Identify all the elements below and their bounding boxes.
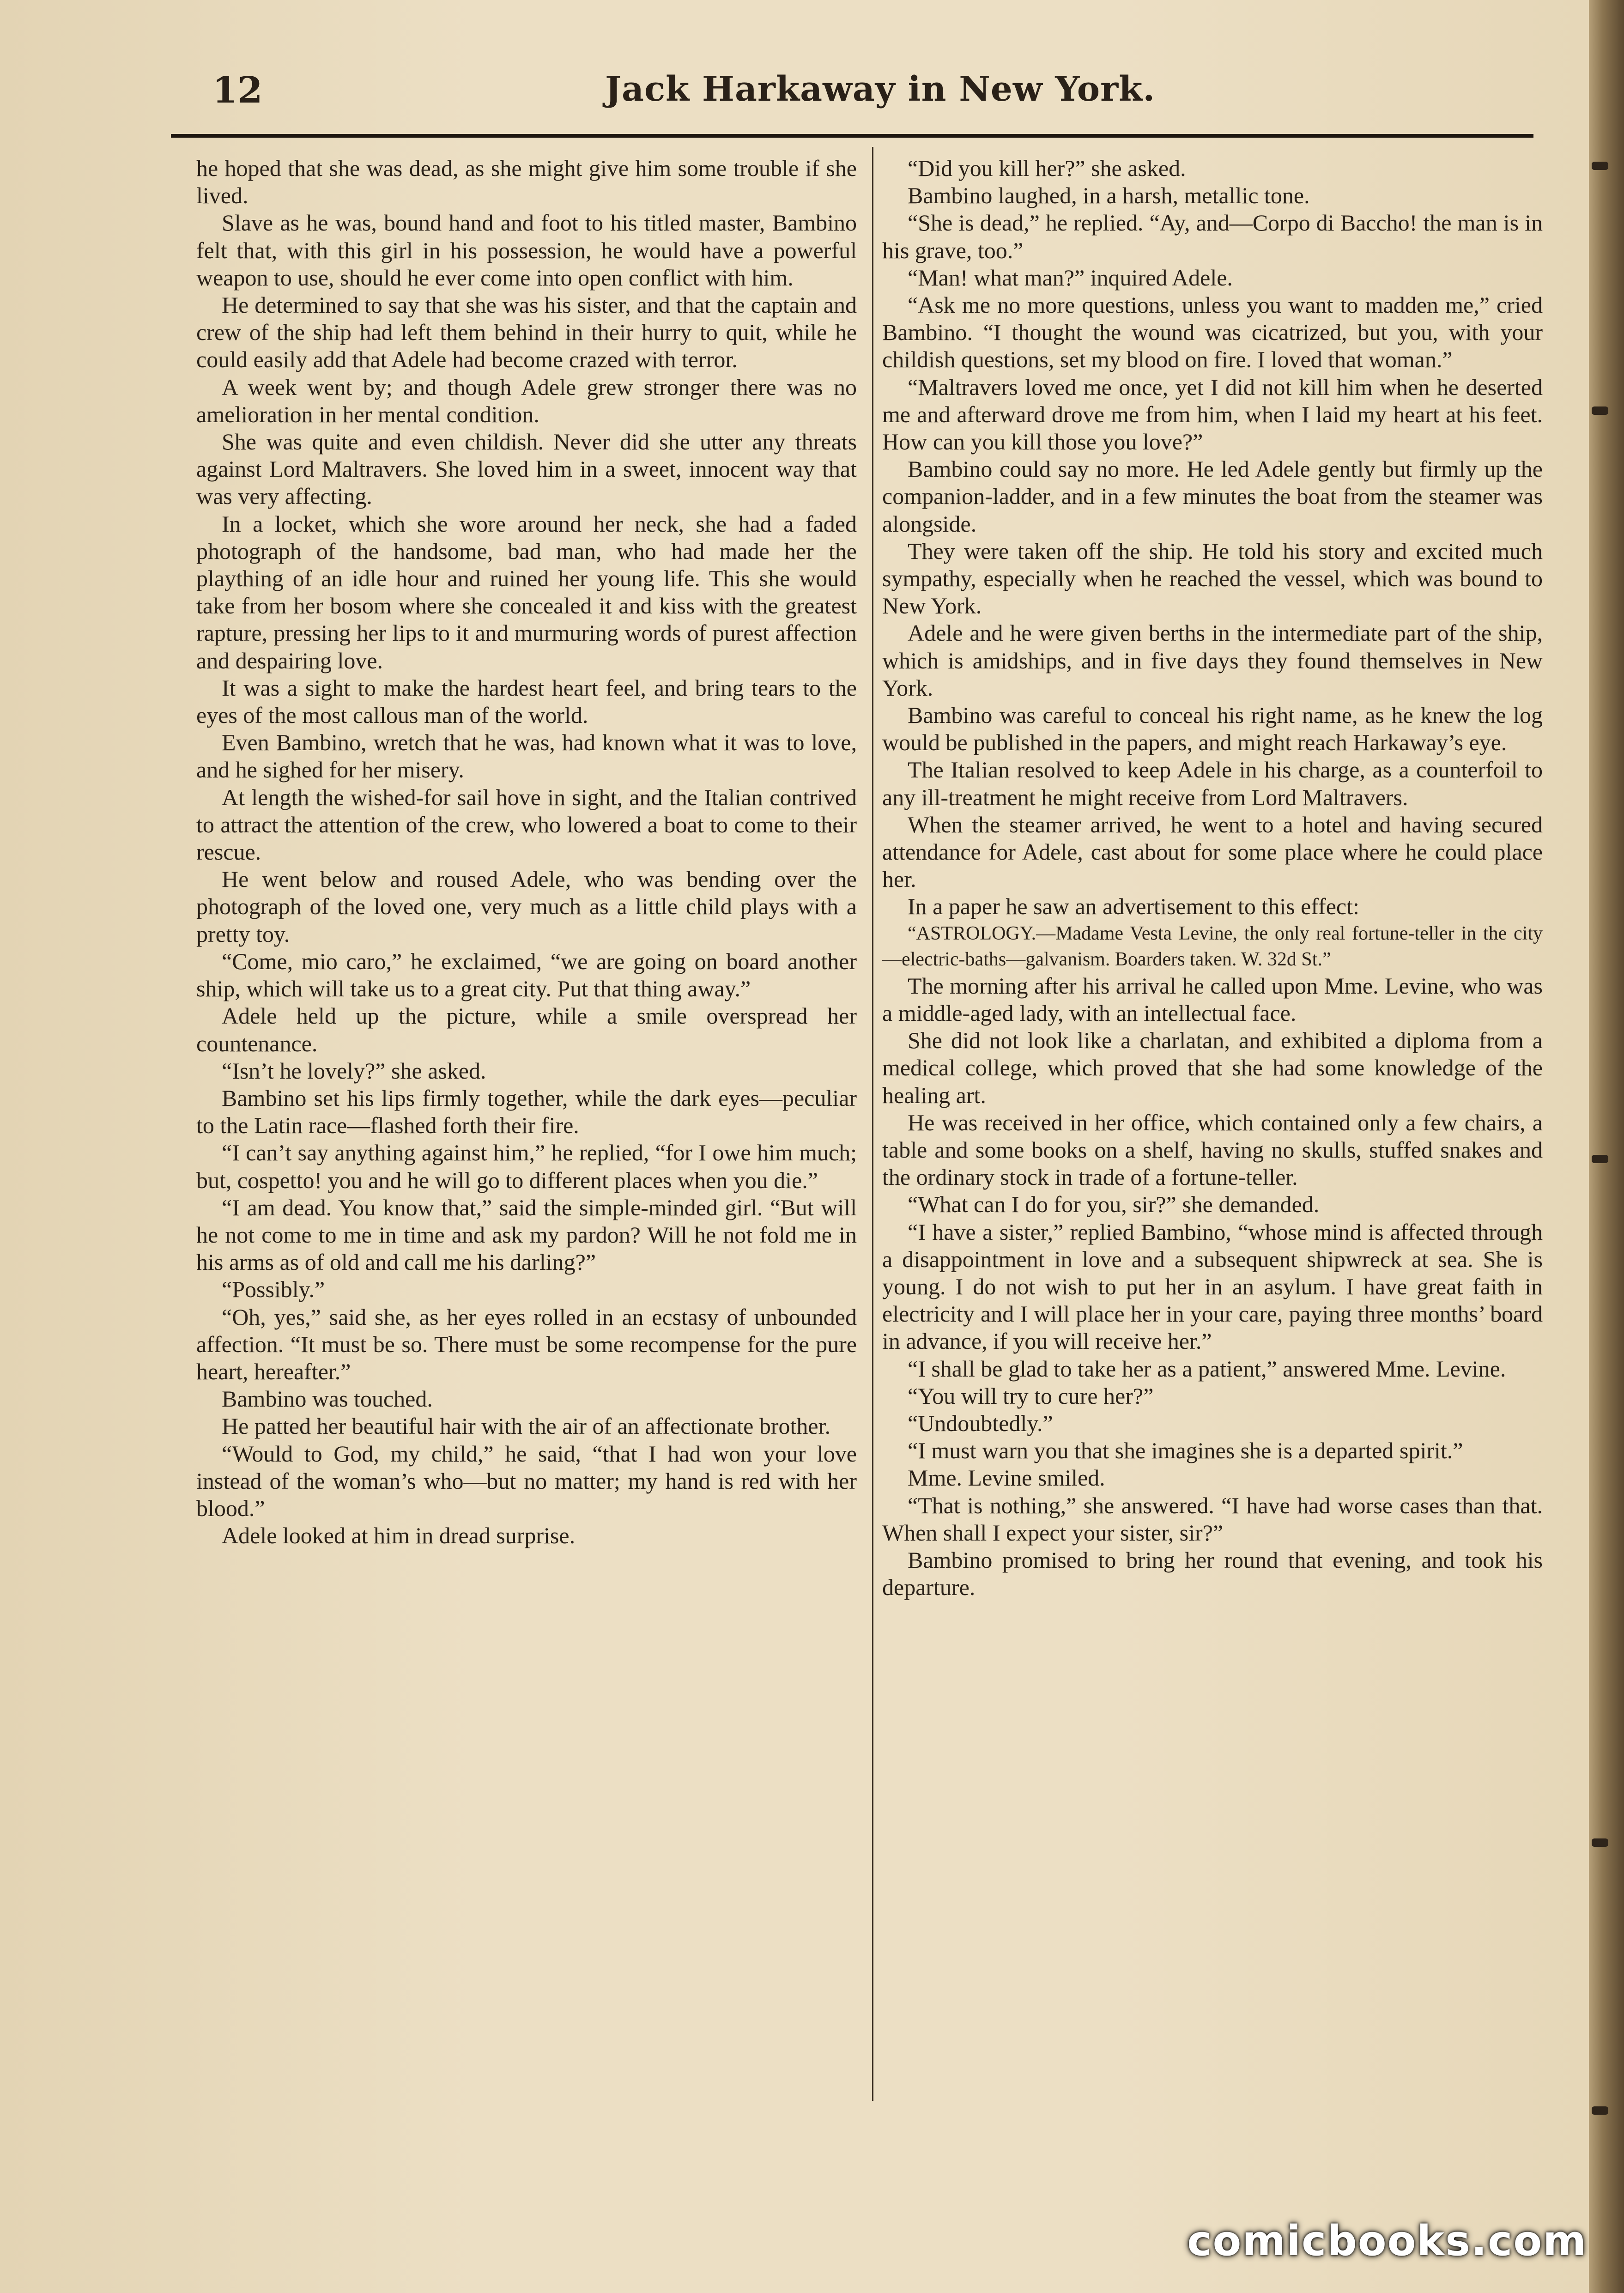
paragraph: “You will try to cure her?” (908, 1383, 1154, 1409)
binding-staple (1592, 162, 1608, 170)
paragraph: He patted her beautiful hair with the air of an affectionate brother. (222, 1413, 830, 1439)
paragraph: Mme. Levine smiled. (908, 1465, 1105, 1491)
paragraph: She did not look like a charlatan, and exhibited a diploma from a medical college, which proved that she had some knowledge of the healing art. (882, 1027, 1543, 1108)
paragraph: Bambino could say no more. He led Adele gently but firmly up the companion-ladder, and in a few minutes the boat from the steamer was alongside. (882, 456, 1543, 537)
paragraph: Bambino set his lips firmly together, while the dark eyes—peculiar to the Latin race—flashed forth their fire. (196, 1085, 857, 1139)
paragraph: He went below and roused Adele, who was bending over the photograph of the loved one, very much as a little child plays with a pretty toy. (196, 866, 857, 947)
paragraph: he hoped that she was dead, as she might give him some trouble if she lived. (196, 155, 857, 209)
paragraph: They were taken off the ship. He told his story and excited much sympathy, especially when he reached the vessel, which was bound to New York. (882, 538, 1543, 619)
page-number: 12 (212, 69, 263, 111)
binding-staple (1592, 1155, 1608, 1163)
paragraph: A week went by; and though Adele grew stronger there was no amelioration in her mental condition. (196, 374, 857, 427)
paragraph: “Man! what man?” inquired Adele. (908, 264, 1233, 291)
binding-staple (1592, 1838, 1608, 1847)
paragraph: He was received in her office, which contained only a few chairs, a table and some books on a shelf, having no skulls, stuffed snakes and the ordinary stock in trade of a fortune-teller. (882, 1109, 1543, 1190)
paragraph: He determined to say that she was his sister, and that the captain and crew of the ship had left them behind in their hurry to quit, while he could easily add that Adele had become crazed with terror. (196, 292, 857, 373)
paragraph: “Did you kill her?” she asked. (908, 155, 1186, 181)
page-header (176, 69, 1543, 125)
paragraph: “She is dead,” he replied. “Ay, and—Corpo di Baccho! the man is in his grave, too.” (882, 210, 1543, 263)
paragraph: “Possibly.” (222, 1276, 325, 1303)
paragraph: “Oh, yes,” said she, as her eyes rolled in an ecstasy of unbounded affection. “It must be so. There must be some recompense for the pure heart, hereafter.” (196, 1304, 857, 1384)
paragraph: “What can I do for you, sir?” she demanded. (908, 1191, 1320, 1218)
paragraph: Bambino laughed, in a harsh, metallic tone. (908, 182, 1310, 209)
paragraph: At length the wished-for sail hove in sight, and the Italian contrived to attract the attention of the crew, who lowered a boat to come to their rescue. (196, 784, 857, 865)
paragraph: Bambino was careful to conceal his right name, as he knew the log would be published in the papers, and might reach Harkaway’s eye. (882, 702, 1543, 756)
header-rule (171, 134, 1533, 138)
paragraph: “I must warn you that she imagines she is a departed spirit.” (908, 1438, 1463, 1464)
paragraph: “ASTROLOGY.—Madame Vesta Levine, the only real fortune-teller in the city—electric-baths—galvanism. Boarders taken. W. 32d St.” (882, 922, 1543, 970)
paragraph: “I have a sister,” replied Bambino, “whose mind is affected through a disappointment in love and a subsequent shipwreck at sea. She is young. I do not wish to put her in an asylum. I have great faith in electricity and I will place her in your care, paying three months’ board in advance, if you will receive her.” (882, 1219, 1543, 1354)
paragraph: It was a sight to make the hardest heart feel, and bring tears to the eyes of the most callous man of the world. (196, 674, 857, 728)
paragraph: “I can’t say anything against him,” he replied, “for I owe him much; but, cospetto! you and he will go to different places when you die.” (196, 1140, 857, 1193)
paragraph: Slave as he was, bound hand and foot to his titled master, Bambino felt that, with this girl in his possession, he would have a powerful weapon to use, should he ever come into open conflict with him. (196, 210, 857, 291)
paragraph: “I am dead. You know that,” said the simple-minded girl. “But will he not come to me in time and ask my pardon? Will he not fold me in his arms as of old and call me his darling?” (196, 1194, 857, 1275)
left-text-column (196, 155, 857, 1549)
right-text-column (882, 155, 1543, 1601)
paragraph: “That is nothing,” she answered. “I have had worse cases than that. When shall I expect your sister, sir?” (882, 1492, 1543, 1546)
column-divider (872, 147, 873, 2101)
paragraph: “Ask me no more questions, unless you want to madden me,” cried Bambino. “I thought the wound was cicatrized, but you, with your childish questions, set my blood on fire. I loved that woman.” (882, 292, 1543, 373)
paragraph: Bambino was touched. (222, 1386, 433, 1412)
paragraph: “Would to God, my child,” he said, “that I had won your love instead of the woman’s who—but no matter; my hand is red with her blood.” (196, 1440, 857, 1521)
paragraph: In a locket, which she wore around her neck, she had a faded photograph of the handsome, bad man, who had made her the plaything of an idle hour and ruined her young life. This she would take from her bosom where she concealed it and kiss with the greatest rapture, pressing her lips to it and murmuring words of purest affection and despairing love. (196, 510, 857, 673)
paragraph: Adele and he were given berths in the intermediate part of the ship, which is amidships, and in five days they found themselves in New York. (882, 620, 1543, 701)
paragraph: The Italian resolved to keep Adele in his charge, as a counterfoil to any ill-treatment he might receive from Lord Maltravers. (882, 757, 1543, 810)
paragraph: Adele looked at him in dread surprise. (222, 1523, 576, 1549)
paragraph: She was quite and even childish. Never did she utter any threats against Lord Maltravers. She loved him in a sweet, innocent way that was very affecting. (196, 429, 857, 510)
paragraph: “Maltravers loved me once, yet I did not kill him when he deserted me and afterward drove me from him, when I laid my heart at his feet. How can you kill those you love?” (882, 374, 1543, 455)
binding-staple (1592, 406, 1608, 415)
paragraph: “Isn’t he lovely?” she asked. (222, 1057, 486, 1084)
paragraph: Adele held up the picture, while a smile overspread her countenance. (196, 1003, 857, 1056)
paragraph: When the steamer arrived, he went to a hotel and having secured attendance for Adele, cast about for some place where he could place her. (882, 811, 1543, 892)
paragraph: The morning after his arrival he called upon Mme. Levine, who was a middle-aged lady, with an intellectual face. (882, 972, 1543, 1026)
watermark: comicbooks.com (1187, 2217, 1587, 2265)
paragraph: In a paper he saw an advertisement to this effect: (908, 893, 1359, 920)
paragraph: “Undoubtedly.” (908, 1410, 1053, 1436)
page-binding-edge (1589, 0, 1624, 2293)
running-title: Jack Harkaway in New York. (605, 69, 1156, 109)
paragraph: Even Bambino, wretch that he was, had known what it was to love, and he sighed for her misery. (196, 729, 857, 783)
paragraph: Bambino promised to bring her round that evening, and took his departure. (882, 1547, 1543, 1601)
paragraph: “I shall be glad to take her as a patient,” answered Mme. Levine. (908, 1355, 1506, 1382)
binding-staple (1592, 2106, 1608, 2115)
paragraph: “Come, mio caro,” he exclaimed, “we are going on board another ship, which will take us to a great city. Put that thing away.” (196, 948, 857, 1002)
